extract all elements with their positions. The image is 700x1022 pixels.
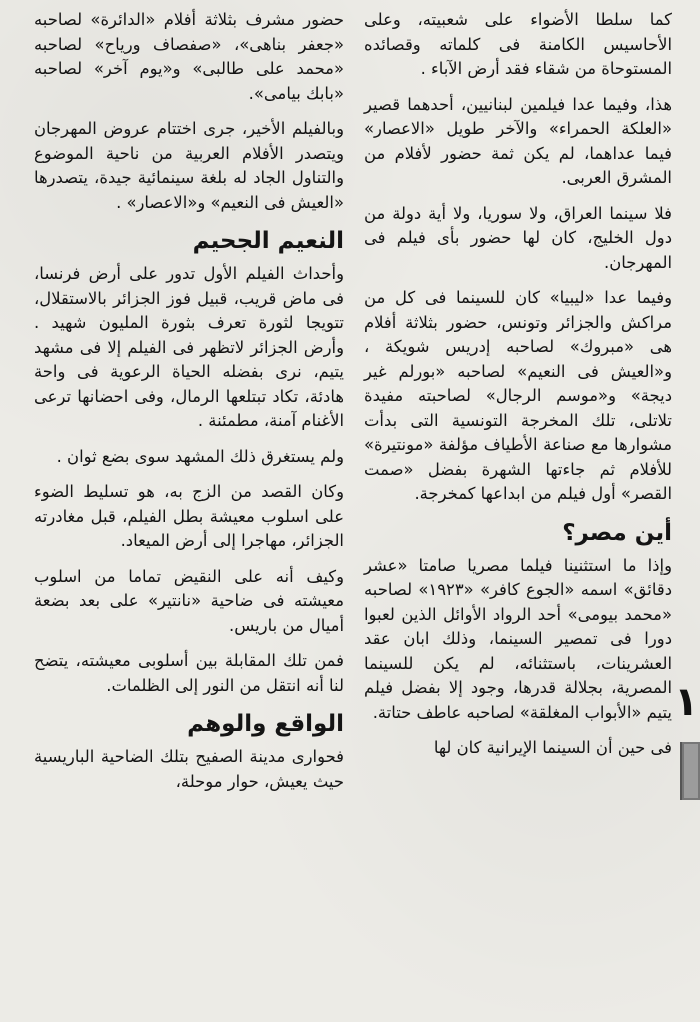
- page-edge-tab: [680, 742, 700, 800]
- paragraph: وأحداث الفيلم الأول تدور على أرض فرنسا، فى ماض قريب، قبيل فوز الجزائر بالاستقلال، تتويجا لثورة تعرف بثورة المليون شهيد . وأرض الجزائر لاتظهر فى الفيلم إلا فى مشهد يتيم، نرى بفضله الحياة الرعوية فى واحة هادئة، تكاد تبتلعها الرمال، وفى احضانها ترعى الأغنام آمنة، مطمئنة .: [34, 264, 344, 430]
- paragraph: فى حين أن السينما الإيرانية كان لها: [433, 738, 672, 757]
- section-heading: الواقع والوهم: [187, 711, 344, 737]
- paragraph: ولم يستغرق ذلك المشهد سوى بضع ثوان .: [56, 446, 344, 466]
- paragraph: وإذا ما استثنينا فيلما مصريا صامتا «عشر دقائق» اسمه «الجوع كافر» «١٩٢٣» لصاحبه «محمد بيومى» أحد الرواد الأوائل الذين لعبوا دورا فى تمصير السينما، وذلك ابان عقد العشرينات، باستثنائه، لم يكن للسينما المصرية، بجلالة قدرها، وجود إلا بفضل فيلم يتيم «الأبواب المغلقة» لصاحبه عاطف حتاتة.: [364, 555, 672, 722]
- paragraph: وفيما عدا «ليبيا» كان للسينما فى كل من مراكش والجزائر وتونس، حضور بثلاثة أفلام هى «مبروك» لصاحبه إدريس شويكة ، و«العيش فى النعيم» لصاحبه «بورلم غير ديجة» و«موسم الرجال» لصاحبته مفيدة تلاتلى، تلك المخرجة التونسية التى بدأت مشوارها مع صناعة الأطياف مؤلفة «مونتيرة» للأفلام ثم جاءتها الشهرة بفضل «صمت القصر» أول فيلم من ابداعها كمخرجة.: [364, 288, 672, 503]
- article-column-right: [364, 8, 672, 772]
- paragraph: وكان القصد من الزج به، هو تسليط الضوء على اسلوب معيشة بطل الفيلم، قبل مغادرته الجزائر، مهاجرا إلى أرض الميعاد.: [34, 482, 344, 550]
- page-number: ١: [674, 679, 699, 725]
- article-column-left: [34, 8, 344, 805]
- paragraph: كما سلطا الأضواء على شعبيته، وعلى الأحاسيس الكامنة فى كلماته وقصائده المستوحاة من شقاء فقد أرض الآباء .: [364, 10, 672, 78]
- section-heading: أين مصر؟: [562, 519, 672, 546]
- paragraph: حضور مشرف بثلاثة أفلام «الدائرة» لصاحبه «جعفر بناهى»، «صفصاف ورياح» لصاحبه «محمد على طالبى» و«يوم آخر» لصاحبه «بابك بيامى».: [34, 10, 344, 103]
- section-heading: النعيم الجحيم: [192, 228, 344, 254]
- paragraph: هذا، وفيما عدا فيلمين لبنانيين، أحدهما قصير «العلكة الحمراء» والآخر طويل «الاعصار» فيما عداهما، لم يكن ثمة حضور لأفلام من المشرق العربى.: [364, 94, 672, 187]
- paragraph: فمن تلك المقابلة بين أسلوبى معيشته، يتضح لنا أنه انتقل من النور إلى الظلمات.: [34, 651, 344, 695]
- paragraph: فلا سينما العراق، ولا سوريا، ولا أية دولة من دول الخليج، كان لها حضور بأى فيلم فى المهرجان.: [364, 203, 672, 272]
- paragraph: فحوارى مدينة الصفيح بتلك الضاحية الباريسية حيث يعيش، حوار موحلة،: [34, 747, 344, 791]
- paragraph: وكيف أنه على النقيض تماما من اسلوب معيشته فى ضاحية «نانتير» على بعد بضعة أميال من باريس.: [34, 566, 344, 635]
- paragraph: وبالفيلم الأخير، جرى اختتام عروض المهرجان ويتصدر الأفلام العربية من ناحية الموضوع والتناول الجاد له بلغة سينمائية جيدة، يتصدرها «العيش فى النعيم» و«الاعصار» .: [34, 119, 344, 212]
